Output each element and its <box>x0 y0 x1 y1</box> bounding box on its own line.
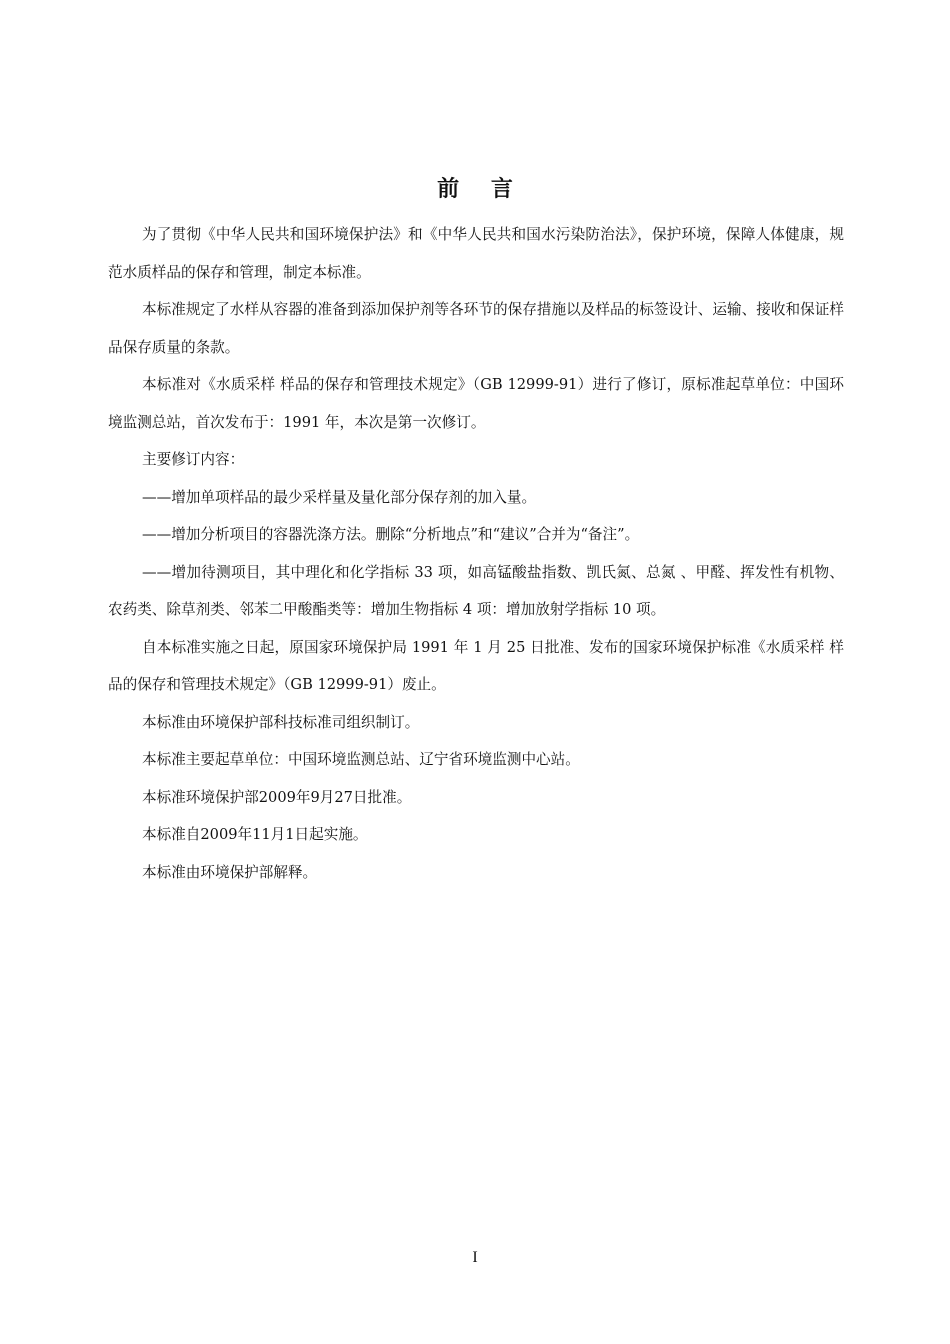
foreword-body <box>108 216 844 891</box>
revision-item: ——增加单项样品的最少采样量及量化部分保存剂的加入量。 <box>142 488 537 506</box>
page-title: 前 言 <box>437 177 525 202</box>
paragraph-revision: 本标准对《水质采样 样品的保存和管理技术规定》（GB 12999-91）进行了修订，原标准起草单位：中国环境监测总站，首次发布于：1991 年，本次是第一次修订。 <box>108 376 844 431</box>
paragraph-purpose: 为了贯彻《中华人民共和国环境保护法》和《中华人民共和国水污染防治法》，保护环境，保障人体健康，规范水质样品的保存和管理，制定本标准。 <box>108 226 844 281</box>
paragraph-scope: 本标准规定了水样从容器的准备到添加保护剂等各环节的保存措施以及样品的标签设计、运输、接收和保证样品保存质量的条款。 <box>108 301 844 356</box>
paragraph-supersede: 自本标准实施之日起，原国家环境保护局 1991 年 1 月 25 日批准、发布的国家环境保护标准《水质采样 样品的保存和管理技术规定》（GB 12999-91）废止。 <box>108 638 844 693</box>
revision-item: ——增加待测项目，其中理化和化学指标 33 项，如高锰酸盐指数、凯氏氮、总氮 、甲醛、挥发性有机物、农药类、除草剂类、邻苯二甲酸酯类等：增加生物指标 4 项：增加放射学指标 10 项。 <box>108 563 844 618</box>
paragraph-revision-heading: 主要修订内容： <box>142 451 245 468</box>
paragraph-drafters: 本标准主要起草单位：中国环境监测总站、辽宁省环境监测中心站。 <box>142 751 580 768</box>
paragraph-approval: 本标准环境保护部2009年9月27日批准。 <box>142 788 412 806</box>
paragraph-organizer: 本标准由环境保护部科技标准司组织制订。 <box>142 713 420 731</box>
page-number: I <box>472 1249 478 1266</box>
paragraph-interpretation: 本标准由环境保护部解释。 <box>142 863 318 881</box>
paragraph-effective: 本标准自2009年11月1日起实施。 <box>142 826 368 843</box>
revision-item: ——增加分析项目的容器洗涤方法。删除“分析地点”和“建议”合并为“备注”。 <box>142 526 640 543</box>
